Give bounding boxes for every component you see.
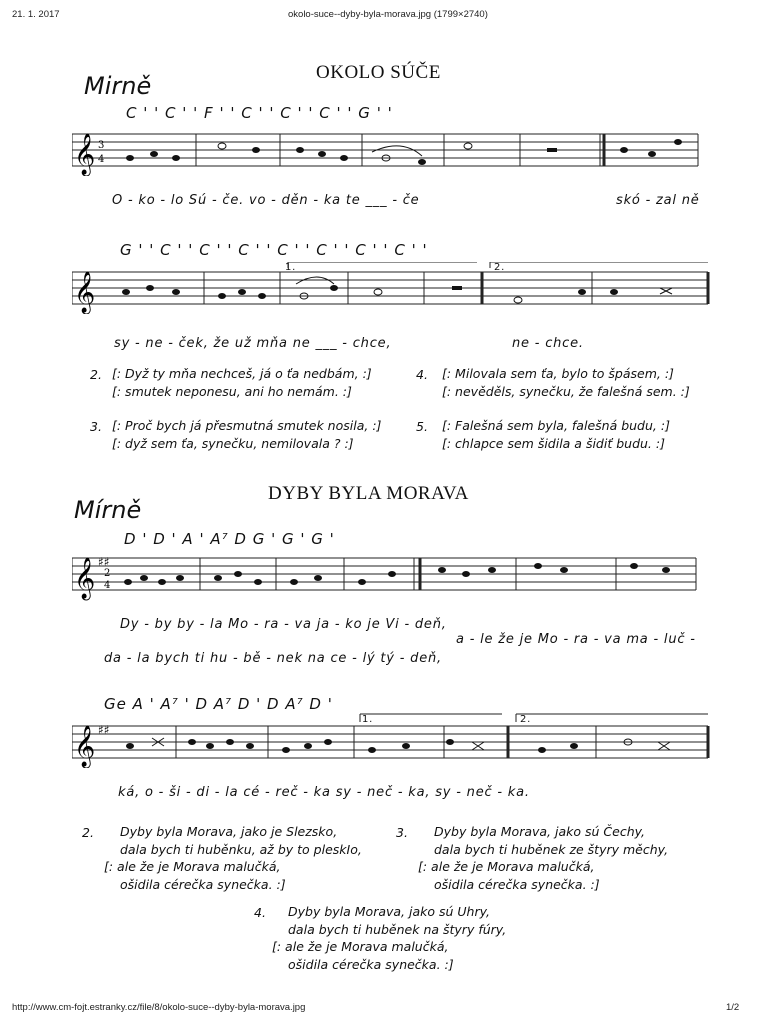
svg-text:4: 4: [98, 154, 105, 165]
song1-verse-text: [: Milovala sem ťa, bylo to špásem, :] [: nevěděls, synečku, že falešná sem. :]: [442, 366, 690, 399]
print-page-number: 1/2: [726, 1002, 740, 1013]
song2-staff-2: [72, 712, 712, 768]
svg-text:4: 4: [104, 580, 111, 591]
song2-chords-line2: Ge A ' A⁷ ' D A⁷ D ' D A⁷ D ': [104, 695, 333, 713]
svg-text:𝄞: 𝄞: [74, 272, 96, 313]
song2-verse-text: Dyby byla Morava, jako sú Uhry, dala bych ti huběnek na štyry fúry, [: ale že je Morava malučká, ošidila cérečka synečka. :]: [272, 904, 507, 972]
svg-text:𝄞: 𝄞: [74, 134, 96, 175]
song2-volta-2: 2.: [520, 714, 532, 725]
song2-verse-number: 3.: [396, 825, 408, 840]
svg-text:2: 2: [104, 568, 111, 579]
song1-lyrics-line2b: ne - chce.: [512, 336, 584, 351]
song1-lyrics-line2a: sy - ne - ček, že už mňa ne ___ - chce,: [114, 336, 392, 351]
print-file-title: okolo-suce--dyby-byla-morava.jpg (1799×2740): [288, 9, 488, 20]
song2-volta-1: 1.: [362, 714, 374, 725]
song1-staff-2: [72, 262, 712, 314]
song2-chords-line1: D ' D ' A ' A⁷ D G ' G ' G ': [124, 530, 335, 548]
song2-verse-number: 4.: [254, 905, 266, 920]
svg-text:♯♯: ♯♯: [98, 555, 110, 569]
song2-lyrics-line1c: a - le že je Mo - ra - va ma - luč -: [456, 632, 696, 647]
song1-verse-text: [: Falešná sem byla, falešná budu, :] [: chlapce sem šidila a šidiť budu. :]: [442, 418, 670, 451]
song2-verse-number: 2.: [82, 825, 94, 840]
song1-verse-text: [: Dyž ty mňa nechceš, já o ťa nedbám, :] [: smutek neponesu, ani ho nemám. :]: [112, 366, 372, 399]
svg-text:3: 3: [98, 140, 105, 151]
song1-verse-text: [: Proč bych já přesmutná smutek nosila, :] [: dyž sem ťa, synečku, nemilovala ? :]: [112, 418, 382, 451]
print-url[interactable]: http://www.cm-fojt.estranky.cz/file/8/okolo-suce--dyby-byla-morava.jpg: [12, 1002, 306, 1013]
song2-lyrics-line1b: da - la bych ti hu - bě - nek na ce - lý tý - deň,: [104, 651, 442, 666]
song1-verse-number: 3.: [90, 419, 102, 434]
song1-title: OKOLO SÚČE: [316, 62, 441, 83]
song1-chords-line2: G ' ' C ' ' C ' ' C ' ' C ' ' C ' ' C ' ' C ' ': [120, 241, 428, 259]
song1-staff-1: [72, 128, 700, 176]
print-date: 21. 1. 2017: [12, 9, 60, 20]
svg-text:𝄞: 𝄞: [74, 558, 96, 599]
song2-verse-text: Dyby byla Morava, jako sú Čechy, dala bych ti huběnek ze štyry měchy, [: ale že je Morava malučká, ošidila cérečka synečka. :]: [418, 824, 669, 892]
song2-staff-1: [72, 550, 700, 602]
svg-text:𝄞: 𝄞: [74, 726, 96, 767]
song1-verse-number: 4.: [416, 367, 428, 382]
song1-volta-1: 1.: [285, 262, 297, 273]
song2-tempo: Mírně: [74, 496, 142, 524]
song1-lyrics-line1a: O - ko - lo Sú - če. vo - děn - ka te ___ - če: [112, 193, 420, 208]
svg-text:♯♯: ♯♯: [98, 723, 110, 737]
song1-tempo: Mirně: [84, 72, 152, 100]
song1-lyrics-line1b: skó - zal ně: [616, 193, 700, 208]
song1-chords-line1: C ' ' C ' ' F ' ' C ' ' C ' ' C ' ' G ' ': [126, 104, 393, 122]
song2-verse-text: Dyby byla Morava, jako je Slezsko, dala bych ti huběnku, až by to pleskIo, [: ale že je Morava malučká, ošidila cérečka synečka. :]: [104, 824, 362, 892]
song1-volta-2: 2.: [494, 262, 506, 273]
song2-lyrics-line1a: Dy - by by - la Mo - ra - va ja - ko je Vi - deň,: [120, 617, 447, 632]
song1-verse-number: 5.: [416, 419, 428, 434]
song2-title: DYBY BYLA MORAVA: [268, 483, 469, 504]
song2-lyrics-line2: ká, o - ši - di - la cé - reč - ka sy - neč - ka, sy - neč - ka.: [118, 785, 530, 800]
song1-verse-number: 2.: [90, 367, 102, 382]
